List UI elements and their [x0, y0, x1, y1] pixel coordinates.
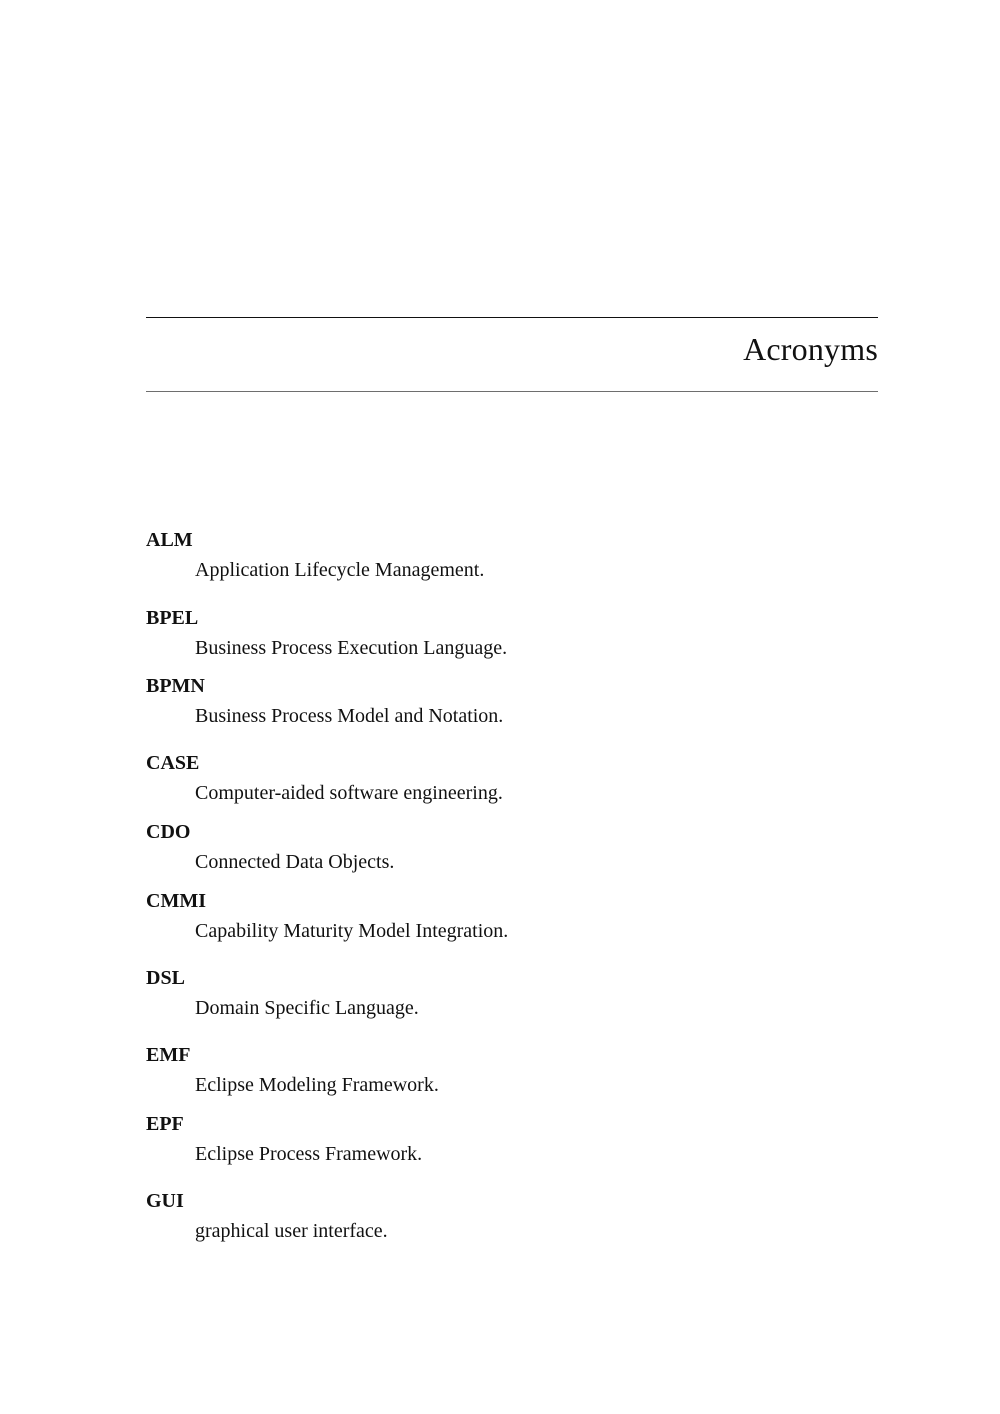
- acronym-term: GUI: [146, 1190, 184, 1212]
- chapter-title: Acronyms: [743, 331, 878, 367]
- acronym-definition: Capability Maturity Model Integration.: [195, 920, 509, 942]
- acronym-definition: Business Process Execution Language.: [195, 637, 508, 659]
- acronym-entry: [146, 528, 878, 582]
- acronym-term: EMF: [146, 1044, 191, 1066]
- chapter-bottom-rule: [146, 391, 878, 392]
- acronym-definition: Domain Specific Language.: [195, 997, 419, 1019]
- acronym-definition: graphical user interface.: [195, 1220, 388, 1242]
- acronym-entry: [146, 820, 878, 874]
- acronym-entry: [146, 674, 878, 728]
- acronym-definition: Eclipse Modeling Framework.: [195, 1074, 439, 1096]
- acronym-term: CMMI: [146, 890, 206, 912]
- acronym-entry: [146, 966, 878, 1020]
- acronym-definition: Application Lifecycle Management.: [195, 559, 485, 581]
- acronym-entry: [146, 751, 878, 805]
- acronym-entry: [146, 1043, 878, 1097]
- acronym-entry: [146, 1189, 878, 1243]
- acronym-term: CASE: [146, 752, 200, 774]
- acronym-definition: Business Process Model and Notation.: [195, 705, 504, 727]
- acronym-definition: Eclipse Process Framework.: [195, 1143, 423, 1165]
- acronym-entry: [146, 1112, 878, 1166]
- acronym-term: EPF: [146, 1113, 184, 1135]
- chapter-top-rule: [146, 317, 878, 318]
- acronym-definition: Computer-aided software engineering.: [195, 782, 503, 804]
- acronym-entry: [146, 606, 878, 660]
- acronym-term: DSL: [146, 967, 185, 989]
- acronym-term: BPMN: [146, 675, 205, 697]
- acronym-term: ALM: [146, 529, 193, 551]
- acronym-term: BPEL: [146, 607, 199, 629]
- acronym-definition: Connected Data Objects.: [195, 851, 395, 873]
- acronym-term: CDO: [146, 821, 191, 843]
- acronym-entry: [146, 889, 878, 943]
